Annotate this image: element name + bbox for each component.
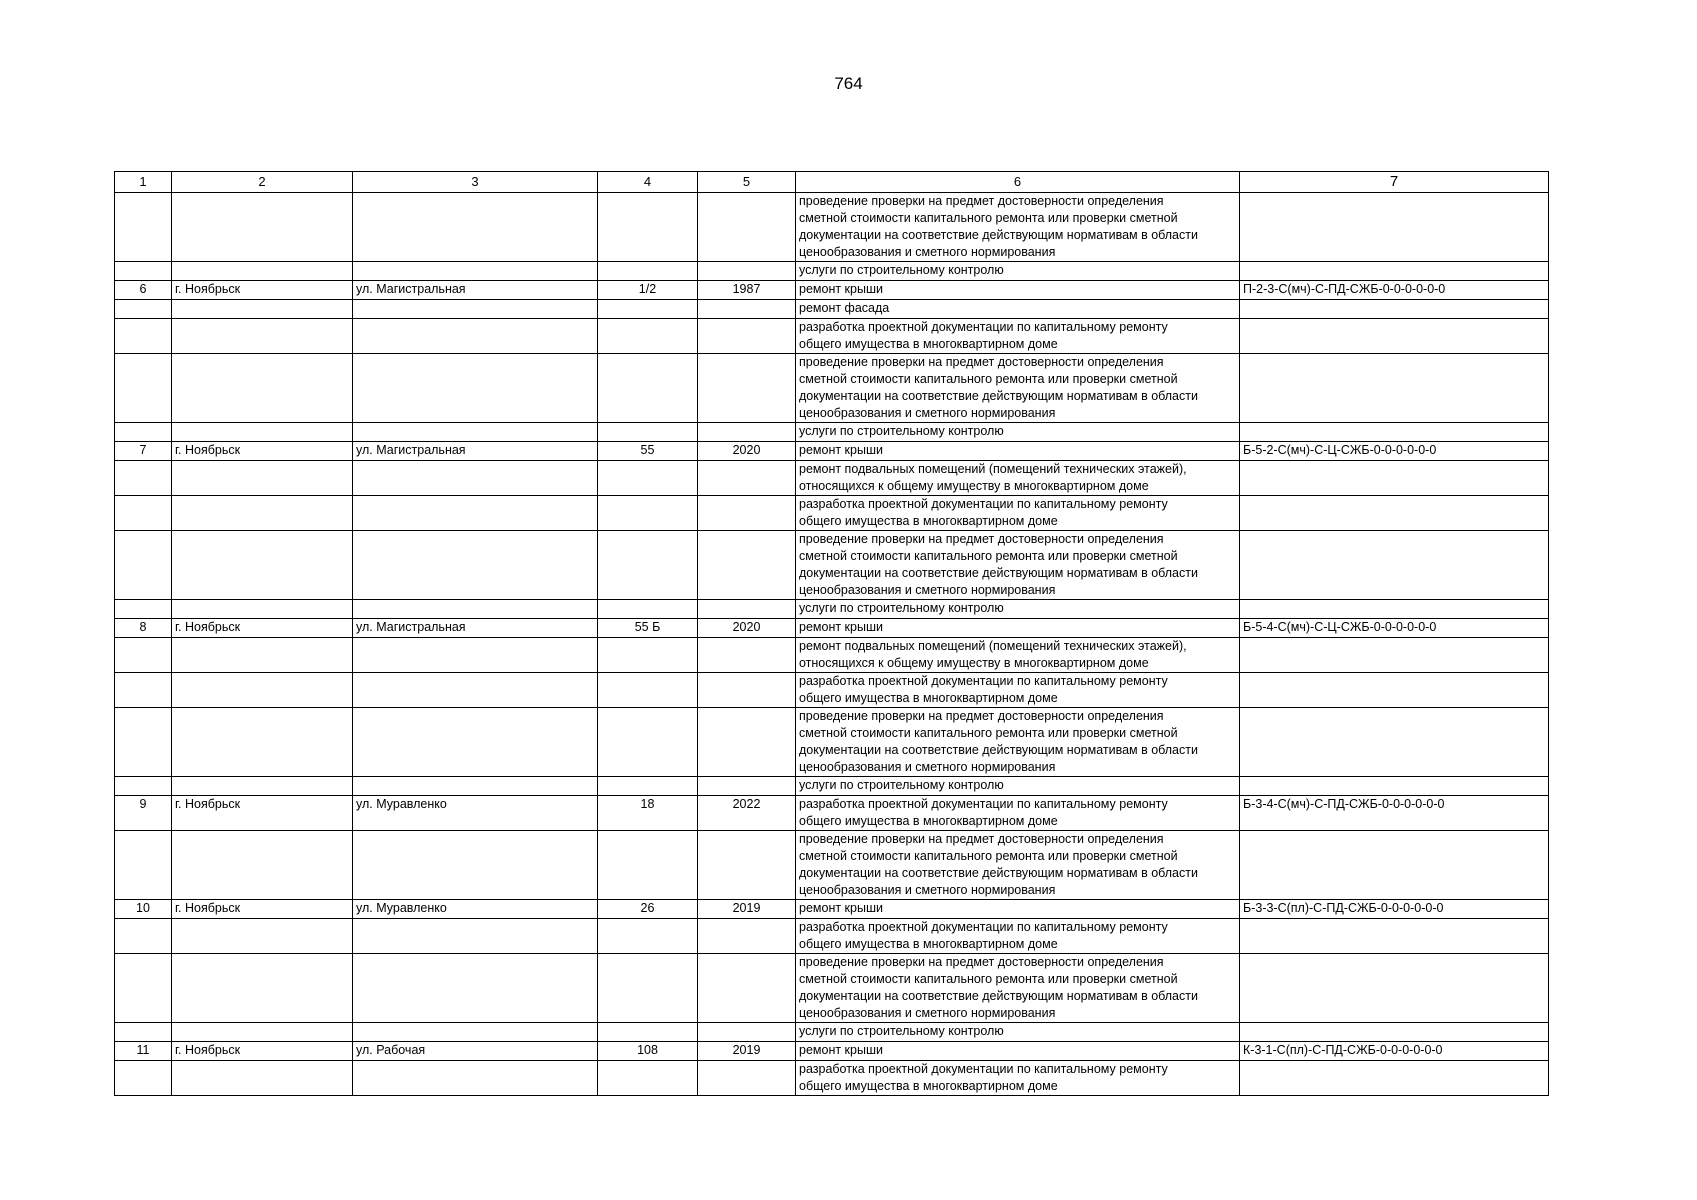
work-type-line: общего имущества в многоквартирном доме — [799, 937, 1058, 951]
cell-house — [598, 673, 698, 708]
header-row — [115, 172, 1549, 193]
work-type-line: сметной стоимости капитального ремонта или проверки сметной — [799, 849, 1178, 863]
cell-building-code — [1240, 461, 1549, 496]
cell-number — [115, 531, 172, 600]
work-type-line: разработка проектной документации по капитальному ремонту — [799, 674, 1168, 688]
cell-work-type — [796, 262, 1240, 281]
work-type-line: документации на соответствие действующим нормативам в области — [799, 866, 1198, 880]
cell-year — [698, 1061, 796, 1096]
cell-work-type — [796, 796, 1240, 831]
cell-work-type — [796, 638, 1240, 673]
table-row — [115, 461, 1549, 496]
table-header — [115, 172, 1549, 193]
cell-number — [115, 600, 172, 619]
cell-city — [172, 300, 353, 319]
cell-house — [598, 262, 698, 281]
cell-building-code — [1240, 262, 1549, 281]
work-type-line: ремонт крыши — [799, 620, 883, 634]
cell-building-code — [1240, 193, 1549, 262]
work-type-line: проведение проверки на предмет достоверности определения — [799, 832, 1164, 846]
cell-year — [698, 496, 796, 531]
cell-street — [353, 831, 598, 900]
cell-building-code — [1240, 531, 1549, 600]
cell-house: 108 — [598, 1042, 698, 1061]
cell-building-code: К-3-1-С(пл)-С-ПД-СЖБ-0-0-0-0-0-0 — [1240, 1042, 1549, 1061]
work-type-line: общего имущества в многоквартирном доме — [799, 337, 1058, 351]
header-cell-1: 1 — [115, 172, 172, 193]
cell-year: 2020 — [698, 442, 796, 461]
cell-house: 1/2 — [598, 281, 698, 300]
cell-work-type — [796, 354, 1240, 423]
cell-house — [598, 193, 698, 262]
table-row — [115, 262, 1549, 281]
cell-city — [172, 354, 353, 423]
cell-work-type — [796, 831, 1240, 900]
cell-city: г. Ноябрьск — [172, 900, 353, 919]
cell-street — [353, 319, 598, 354]
work-type-line: сметной стоимости капитального ремонта или проверки сметной — [799, 549, 1178, 563]
cell-year — [698, 600, 796, 619]
cell-street — [353, 600, 598, 619]
cell-city — [172, 777, 353, 796]
cell-work-type — [796, 708, 1240, 777]
cell-work-type — [796, 496, 1240, 531]
table-row — [115, 496, 1549, 531]
cell-city — [172, 262, 353, 281]
table-row — [115, 531, 1549, 600]
work-type-line: общего имущества в многоквартирном доме — [799, 1079, 1058, 1093]
table-row — [115, 1023, 1549, 1042]
cell-year — [698, 300, 796, 319]
header-cell-5: 5 — [698, 172, 796, 193]
table-row — [115, 193, 1549, 262]
table-row — [115, 619, 1549, 638]
cell-work-type — [796, 900, 1240, 919]
cell-work-type — [796, 919, 1240, 954]
cell-house — [598, 423, 698, 442]
cell-year — [698, 831, 796, 900]
work-type-line: услуги по строительному контролю — [799, 424, 1004, 438]
cell-city — [172, 1023, 353, 1042]
cell-number: 9 — [115, 796, 172, 831]
cell-work-type — [796, 673, 1240, 708]
cell-building-code — [1240, 831, 1549, 900]
cell-year: 1987 — [698, 281, 796, 300]
cell-city: г. Ноябрьск — [172, 442, 353, 461]
work-type-line: услуги по строительному контролю — [799, 1024, 1004, 1038]
cell-house — [598, 638, 698, 673]
cell-building-code — [1240, 919, 1549, 954]
cell-house — [598, 1061, 698, 1096]
work-type-line: услуги по строительному контролю — [799, 601, 1004, 615]
cell-number — [115, 1061, 172, 1096]
cell-building-code: Б-5-2-С(мч)-С-Ц-СЖБ-0-0-0-0-0-0 — [1240, 442, 1549, 461]
cell-year — [698, 1023, 796, 1042]
cell-building-code: Б-3-3-С(пл)-С-ПД-СЖБ-0-0-0-0-0-0 — [1240, 900, 1549, 919]
work-type-line: ценообразования и сметного нормирования — [799, 760, 1056, 774]
cell-building-code: Б-3-4-С(мч)-С-ПД-СЖБ-0-0-0-0-0-0 — [1240, 796, 1549, 831]
page-number: 764 — [834, 74, 863, 93]
cell-number: 6 — [115, 281, 172, 300]
table-row — [115, 708, 1549, 777]
cell-number — [115, 319, 172, 354]
table-row — [115, 900, 1549, 919]
cell-building-code — [1240, 496, 1549, 531]
cell-city — [172, 193, 353, 262]
cell-street: ул. Магистральная — [353, 619, 598, 638]
cell-year — [698, 461, 796, 496]
cell-house — [598, 831, 698, 900]
cell-work-type — [796, 193, 1240, 262]
cell-city — [172, 1061, 353, 1096]
cell-year — [698, 423, 796, 442]
work-type-line: проведение проверки на предмет достоверности определения — [799, 532, 1164, 546]
work-type-line: ремонт крыши — [799, 282, 883, 296]
cell-street: ул. Рабочая — [353, 1042, 598, 1061]
work-type-line: ценообразования и сметного нормирования — [799, 583, 1056, 597]
table-row — [115, 1042, 1549, 1061]
cell-work-type — [796, 461, 1240, 496]
cell-building-code — [1240, 600, 1549, 619]
table-row — [115, 638, 1549, 673]
cell-building-code — [1240, 354, 1549, 423]
cell-building-code — [1240, 954, 1549, 1023]
cell-city — [172, 954, 353, 1023]
cell-work-type — [796, 300, 1240, 319]
work-type-line: ремонт крыши — [799, 901, 883, 915]
cell-house: 26 — [598, 900, 698, 919]
work-type-line: сметной стоимости капитального ремонта или проверки сметной — [799, 726, 1178, 740]
cell-number: 8 — [115, 619, 172, 638]
cell-building-code — [1240, 319, 1549, 354]
registry-table — [114, 171, 1549, 1096]
cell-number — [115, 1023, 172, 1042]
work-type-line: общего имущества в многоквартирном доме — [799, 691, 1058, 705]
cell-house — [598, 461, 698, 496]
header-cell-7: 7 — [1240, 172, 1549, 193]
work-type-line: ценообразования и сметного нормирования — [799, 883, 1056, 897]
cell-city — [172, 600, 353, 619]
cell-number — [115, 461, 172, 496]
cell-house — [598, 496, 698, 531]
cell-year — [698, 638, 796, 673]
work-type-line: документации на соответствие действующим нормативам в области — [799, 228, 1198, 242]
work-type-line: ремонт подвальных помещений (помещений технических этажей), — [799, 462, 1187, 476]
work-type-line: разработка проектной документации по капитальному ремонту — [799, 797, 1168, 811]
cell-street — [353, 496, 598, 531]
cell-house — [598, 919, 698, 954]
cell-street — [353, 954, 598, 1023]
cell-city — [172, 531, 353, 600]
work-type-line: ценообразования и сметного нормирования — [799, 1006, 1056, 1020]
cell-street — [353, 777, 598, 796]
work-type-line: проведение проверки на предмет достоверности определения — [799, 709, 1164, 723]
cell-building-code — [1240, 423, 1549, 442]
cell-work-type — [796, 1023, 1240, 1042]
work-type-line: ценообразования и сметного нормирования — [799, 245, 1056, 259]
cell-year: 2020 — [698, 619, 796, 638]
work-type-line: общего имущества в многоквартирном доме — [799, 514, 1058, 528]
table-row — [115, 673, 1549, 708]
cell-work-type — [796, 600, 1240, 619]
work-type-line: ценообразования и сметного нормирования — [799, 406, 1056, 420]
cell-number — [115, 954, 172, 1023]
cell-year — [698, 777, 796, 796]
cell-year: 2022 — [698, 796, 796, 831]
cell-building-code — [1240, 638, 1549, 673]
cell-building-code — [1240, 300, 1549, 319]
work-type-line: разработка проектной документации по капитальному ремонту — [799, 497, 1168, 511]
cell-number: 10 — [115, 900, 172, 919]
cell-street — [353, 300, 598, 319]
cell-street — [353, 1023, 598, 1042]
cell-number — [115, 193, 172, 262]
work-type-line: ремонт крыши — [799, 443, 883, 457]
cell-year — [698, 708, 796, 777]
cell-street — [353, 1061, 598, 1096]
cell-building-code — [1240, 1023, 1549, 1042]
cell-year: 2019 — [698, 1042, 796, 1061]
cell-work-type — [796, 1042, 1240, 1061]
work-type-line: документации на соответствие действующим нормативам в области — [799, 989, 1198, 1003]
cell-work-type — [796, 1061, 1240, 1096]
table-row — [115, 777, 1549, 796]
cell-work-type — [796, 531, 1240, 600]
table-row — [115, 919, 1549, 954]
cell-street — [353, 708, 598, 777]
cell-building-code — [1240, 708, 1549, 777]
cell-city: г. Ноябрьск — [172, 1042, 353, 1061]
cell-city — [172, 461, 353, 496]
cell-house: 18 — [598, 796, 698, 831]
cell-number — [115, 300, 172, 319]
header-cell-6: 6 — [796, 172, 1240, 193]
cell-house — [598, 708, 698, 777]
work-type-line: сметной стоимости капитального ремонта или проверки сметной — [799, 972, 1178, 986]
work-type-line: услуги по строительному контролю — [799, 263, 1004, 277]
cell-year — [698, 919, 796, 954]
cell-number — [115, 496, 172, 531]
cell-house: 55 — [598, 442, 698, 461]
cell-year: 2019 — [698, 900, 796, 919]
work-type-line: относящихся к общему имуществу в многоквартирном доме — [799, 479, 1149, 493]
work-type-line: разработка проектной документации по капитальному ремонту — [799, 1062, 1168, 1076]
cell-work-type — [796, 777, 1240, 796]
cell-street: ул. Магистральная — [353, 281, 598, 300]
cell-number: 7 — [115, 442, 172, 461]
table-row — [115, 300, 1549, 319]
cell-year — [698, 193, 796, 262]
work-type-line: общего имущества в многоквартирном доме — [799, 814, 1058, 828]
cell-year — [698, 954, 796, 1023]
table-row — [115, 796, 1549, 831]
cell-number — [115, 423, 172, 442]
cell-building-code: Б-5-4-С(мч)-С-Ц-СЖБ-0-0-0-0-0-0 — [1240, 619, 1549, 638]
cell-number — [115, 708, 172, 777]
cell-city — [172, 708, 353, 777]
cell-work-type — [796, 619, 1240, 638]
table-row — [115, 354, 1549, 423]
cell-city — [172, 919, 353, 954]
work-type-line: проведение проверки на предмет достоверности определения — [799, 194, 1164, 208]
cell-year — [698, 319, 796, 354]
table-row — [115, 831, 1549, 900]
table-row — [115, 319, 1549, 354]
cell-city: г. Ноябрьск — [172, 796, 353, 831]
cell-year — [698, 262, 796, 281]
cell-house — [598, 300, 698, 319]
cell-number — [115, 919, 172, 954]
cell-work-type — [796, 442, 1240, 461]
cell-street — [353, 354, 598, 423]
cell-city: г. Ноябрьск — [172, 281, 353, 300]
cell-number — [115, 673, 172, 708]
table-row — [115, 1061, 1549, 1096]
cell-number — [115, 262, 172, 281]
cell-street — [353, 193, 598, 262]
table-row — [115, 600, 1549, 619]
table-row — [115, 954, 1549, 1023]
cell-house — [598, 954, 698, 1023]
header-cell-2: 2 — [172, 172, 353, 193]
cell-building-code — [1240, 1061, 1549, 1096]
cell-building-code: П-2-3-С(мч)-С-ПД-СЖБ-0-0-0-0-0-0 — [1240, 281, 1549, 300]
cell-street: ул. Магистральная — [353, 442, 598, 461]
cell-house: 55 Б — [598, 619, 698, 638]
work-type-line: ремонт подвальных помещений (помещений технических этажей), — [799, 639, 1187, 653]
work-type-line: проведение проверки на предмет достоверности определения — [799, 955, 1164, 969]
cell-work-type — [796, 281, 1240, 300]
cell-year — [698, 354, 796, 423]
work-type-line: относящихся к общему имуществу в многоквартирном доме — [799, 656, 1149, 670]
cell-number — [115, 638, 172, 673]
cell-work-type — [796, 954, 1240, 1023]
cell-house — [598, 354, 698, 423]
header-cell-3: 3 — [353, 172, 598, 193]
cell-street — [353, 423, 598, 442]
cell-house — [598, 600, 698, 619]
cell-number: 11 — [115, 1042, 172, 1061]
work-type-line: ремонт фасада — [799, 301, 890, 315]
header-cell-4: 4 — [598, 172, 698, 193]
cell-number — [115, 777, 172, 796]
work-type-line: ремонт крыши — [799, 1043, 883, 1057]
work-type-line: сметной стоимости капитального ремонта или проверки сметной — [799, 211, 1178, 225]
cell-city — [172, 638, 353, 673]
cell-street — [353, 673, 598, 708]
table-row — [115, 281, 1549, 300]
work-type-line: разработка проектной документации по капитальному ремонту — [799, 920, 1168, 934]
cell-street — [353, 531, 598, 600]
cell-street: ул. Муравленко — [353, 900, 598, 919]
work-type-line: разработка проектной документации по капитальному ремонту — [799, 320, 1168, 334]
work-type-line: проведение проверки на предмет достоверности определения — [799, 355, 1164, 369]
cell-number — [115, 354, 172, 423]
cell-city — [172, 496, 353, 531]
cell-house — [598, 1023, 698, 1042]
cell-city — [172, 423, 353, 442]
cell-street: ул. Муравленко — [353, 796, 598, 831]
cell-number — [115, 831, 172, 900]
cell-year — [698, 673, 796, 708]
cell-house — [598, 777, 698, 796]
work-type-line: документации на соответствие действующим нормативам в области — [799, 743, 1198, 757]
cell-city — [172, 673, 353, 708]
cell-building-code — [1240, 673, 1549, 708]
table-body — [115, 193, 1549, 1096]
cell-city — [172, 319, 353, 354]
work-type-line: услуги по строительному контролю — [799, 778, 1004, 792]
cell-city: г. Ноябрьск — [172, 619, 353, 638]
cell-house — [598, 319, 698, 354]
cell-year — [698, 531, 796, 600]
cell-street — [353, 638, 598, 673]
cell-work-type — [796, 423, 1240, 442]
cell-work-type — [796, 319, 1240, 354]
table-row — [115, 442, 1549, 461]
table-row — [115, 423, 1549, 442]
cell-street — [353, 262, 598, 281]
cell-street — [353, 919, 598, 954]
work-type-line: документации на соответствие действующим нормативам в области — [799, 389, 1198, 403]
cell-city — [172, 831, 353, 900]
work-type-line: документации на соответствие действующим нормативам в области — [799, 566, 1198, 580]
work-type-line: сметной стоимости капитального ремонта или проверки сметной — [799, 372, 1178, 386]
cell-street — [353, 461, 598, 496]
cell-house — [598, 531, 698, 600]
cell-building-code — [1240, 777, 1549, 796]
